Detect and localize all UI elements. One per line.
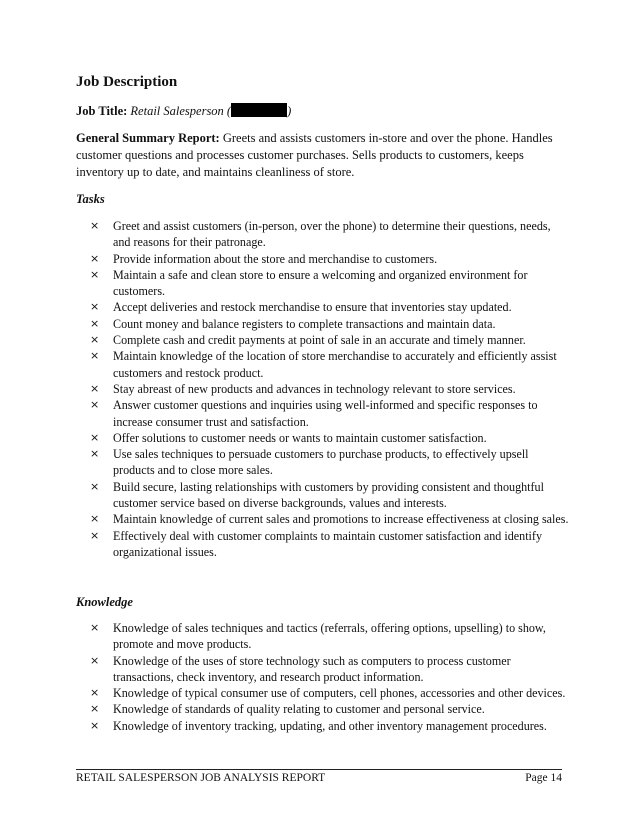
bullet-x-icon: × — [90, 267, 100, 281]
summary-label: General Summary Report: — [76, 131, 220, 145]
list-item-text: Maintain a safe and clean store to ensure a welcoming and organized environment for customers. — [113, 267, 528, 299]
list-item — [90, 718, 570, 734]
list-item — [90, 685, 570, 701]
bullet-x-icon: × — [90, 528, 100, 542]
bullet-x-icon: × — [90, 702, 100, 716]
list-item — [90, 316, 570, 332]
job-title-value-suffix: ) — [287, 104, 292, 118]
list-item — [90, 251, 570, 267]
bullet-x-icon: × — [90, 316, 100, 330]
list-item — [90, 397, 570, 430]
list-item — [90, 381, 570, 397]
bullet-x-icon: × — [90, 479, 100, 493]
list-item — [90, 653, 570, 686]
list-item — [90, 446, 570, 479]
list-item-text: Greet and assist customers (in-person, over the phone) to determine their questions, needs, and reasons for their patronage. — [113, 219, 551, 250]
bullet-x-icon: × — [90, 251, 100, 265]
list-item — [90, 348, 570, 381]
list-item-text: Complete cash and credit payments at point of sale in an accurate and timely manner. — [113, 333, 526, 348]
bullet-x-icon: × — [90, 653, 100, 667]
list-item-text: Knowledge of the uses of store technology such as computers to process customer transactions, check inventory, and research product information. — [113, 653, 511, 684]
bullet-x-icon: × — [90, 430, 100, 444]
bullet-x-icon: × — [90, 381, 100, 395]
summary-text: Greets and assists customers in-store and over the phone. Handles customer questions and processes customer purchases. Sells products to customers, keeps inventory up to date, and maintains cleanliness of store. — [76, 131, 553, 179]
list-item — [90, 332, 570, 348]
footer-divider — [76, 769, 562, 770]
list-item — [90, 218, 570, 251]
list-item-text: Maintain knowledge of current sales and promotions to increase effectiveness at closing sales. — [113, 512, 569, 527]
tasks-heading: Tasks — [76, 192, 105, 206]
list-item-text: Use sales techniques to persuade customers to purchase products, to effectively upsell products and to close more sales. — [113, 447, 529, 478]
general-summary — [76, 130, 556, 181]
list-item-text: Knowledge of inventory tracking, updating, and other inventory management procedures. — [113, 718, 547, 733]
bullet-x-icon: × — [90, 398, 100, 412]
tasks-list — [90, 218, 570, 560]
list-item-text: Knowledge of standards of quality relating to customer and personal service. — [113, 702, 485, 717]
list-item — [90, 479, 570, 512]
bullet-x-icon: × — [90, 718, 100, 732]
list-item-text: Maintain knowledge of the location of store merchandise to accurately and efficiently assist customers and restock product. — [113, 349, 557, 380]
job-title-value-prefix: Retail Salesperson ( — [130, 104, 232, 118]
footer-report-title: RETAIL SALESPERSON JOB ANALYSIS REPORT — [76, 772, 326, 784]
job-title-label: Job Title: — [76, 104, 128, 118]
list-item — [90, 620, 570, 653]
knowledge-list — [90, 620, 570, 734]
list-item-text: Answer customer questions and inquiries using well-informed and specific responses to increase consumer trust and satisfaction. — [113, 398, 538, 429]
bullet-x-icon: × — [90, 447, 100, 461]
list-item — [90, 430, 570, 446]
list-item — [90, 299, 570, 315]
list-item-text: Knowledge of typical consumer use of computers, cell phones, accessories and other devices. — [113, 686, 566, 701]
bullet-x-icon: × — [90, 300, 100, 314]
bullet-x-icon: × — [90, 512, 100, 526]
bullet-x-icon: × — [90, 349, 100, 363]
page-title: Job Description — [76, 74, 178, 90]
redaction-box — [231, 103, 287, 117]
list-item-text: Count money and balance registers to complete transactions and maintain data. — [113, 316, 496, 331]
list-item — [90, 511, 570, 527]
list-item-text: Knowledge of sales techniques and tactics (referrals, offering options, upselling) to show, promote and move products. — [113, 621, 546, 652]
footer-page-number: Page 14 — [525, 772, 562, 784]
list-item-text: Provide information about the store and merchandise to customers. — [113, 251, 438, 266]
job-title-line — [76, 103, 291, 119]
bullet-x-icon: × — [90, 219, 100, 232]
bullet-x-icon: × — [90, 686, 100, 700]
bullet-x-icon: × — [90, 333, 100, 347]
list-item-text: Stay abreast of new products and advances in technology relevant to store services. — [113, 381, 516, 396]
list-item-text: Accept deliveries and restock merchandise to ensure that inventories stay updated. — [113, 300, 512, 315]
knowledge-heading: Knowledge — [76, 595, 133, 609]
list-item-text: Offer solutions to customer needs or wants to maintain customer satisfaction. — [113, 430, 487, 445]
list-item-text: Build secure, lasting relationships with customers by providing consistent and thoughtful customer service based on diverse backgrounds, values and interests. — [113, 479, 544, 511]
bullet-x-icon: × — [90, 621, 100, 634]
list-item — [90, 701, 570, 717]
list-item — [90, 528, 570, 561]
list-item-text: Effectively deal with customer complaints to maintain customer satisfaction and identify organizational issues. — [113, 528, 542, 559]
list-item — [90, 267, 570, 300]
